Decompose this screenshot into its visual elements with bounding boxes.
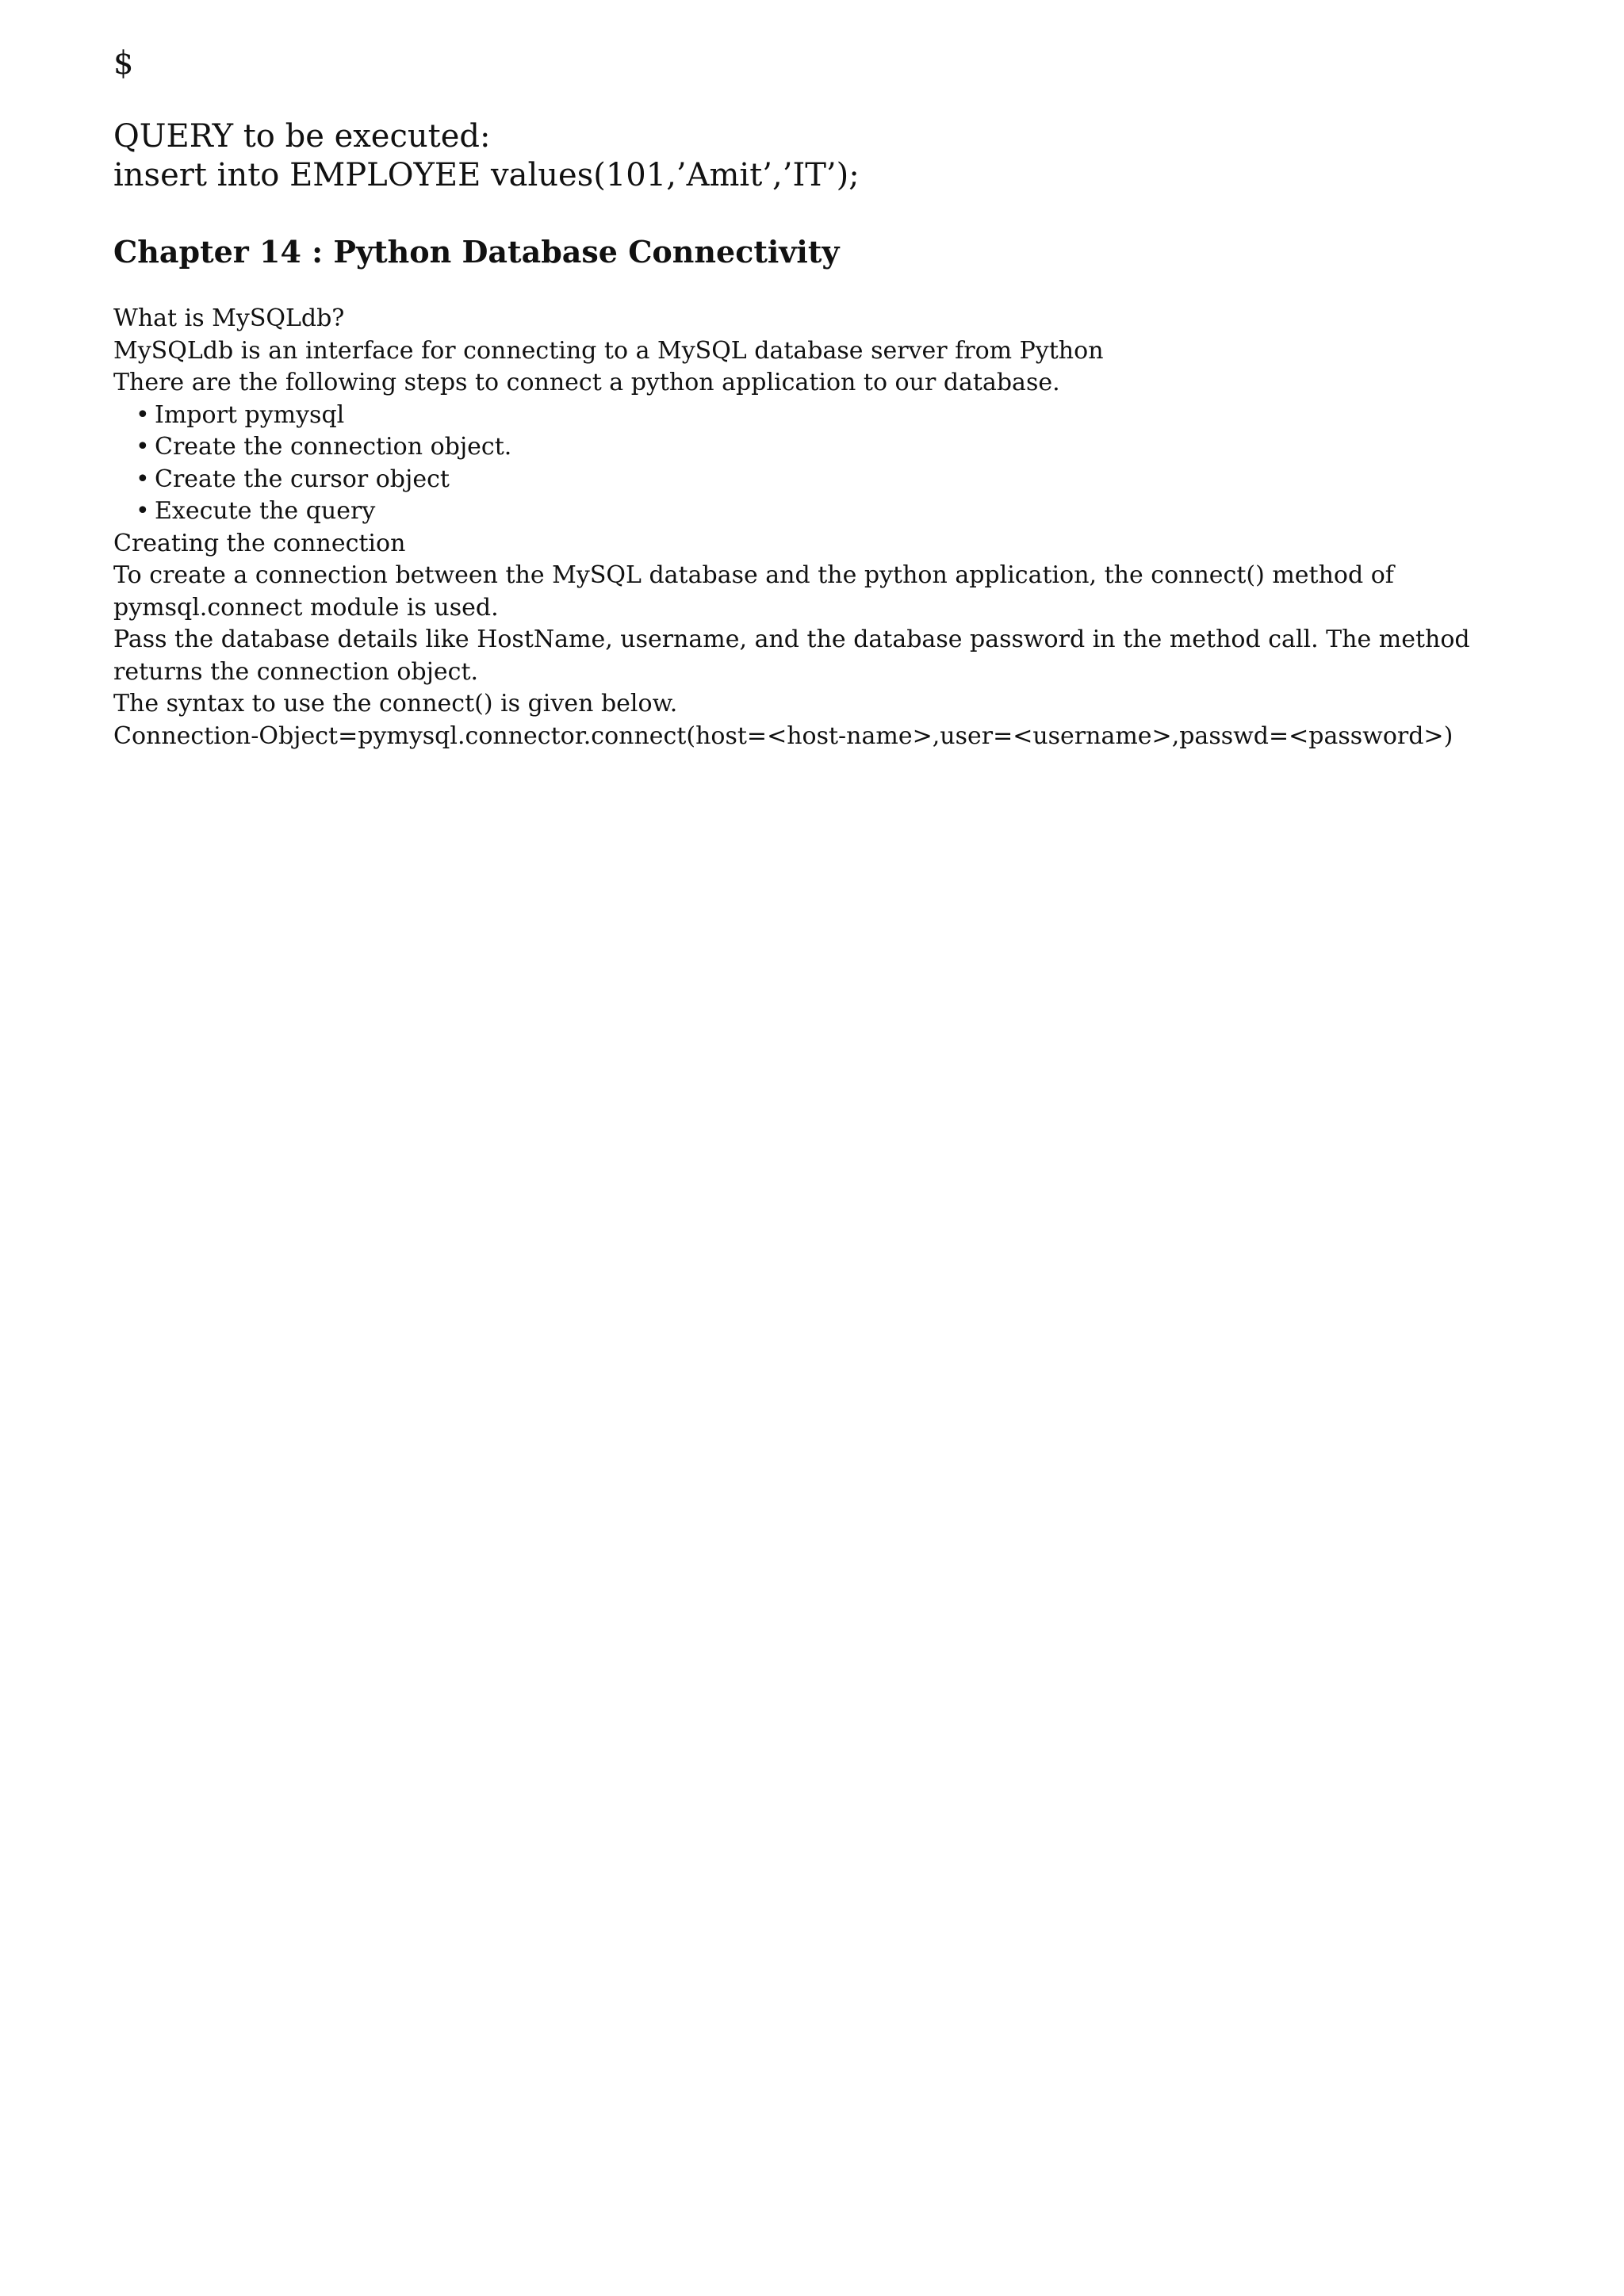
- step-text: Create the cursor object: [155, 465, 450, 493]
- steps-intro: There are the following steps to connect a python application to our database.: [113, 369, 1060, 396]
- chapter-title: Chapter 14 : Python Database Connectivity: [113, 234, 840, 270]
- bullet-icon: •: [136, 433, 150, 461]
- connection-heading: Creating the connection: [113, 529, 406, 557]
- chapter-body: [113, 303, 1541, 752]
- query-statement: insert into EMPLOYEE values(101,’Amit’,’IT’);: [113, 157, 860, 193]
- step-text: Create the connection object.: [155, 433, 512, 461]
- intro-question: What is MySQLdb?: [113, 304, 345, 332]
- query-heading: QUERY to be executed:: [113, 118, 491, 155]
- connection-paragraph-1: To create a connection between the MySQL database and the python application, the connect() method of pymsql.connect module is used.: [113, 561, 1394, 622]
- bullet-icon: •: [136, 400, 150, 429]
- intro-definition: MySQLdb is an interface for connecting to a MySQL database server from Python: [113, 336, 1104, 365]
- bullet-icon: •: [136, 465, 150, 493]
- bullet-icon: •: [136, 497, 150, 525]
- list-item: [136, 496, 1541, 528]
- list-item: [136, 400, 1541, 432]
- top-symbol: $: [113, 45, 134, 82]
- syntax-intro: The syntax to use the connect() is given below.: [113, 690, 678, 718]
- query-block: [113, 117, 1541, 195]
- step-text: Execute the query: [155, 497, 376, 525]
- step-text: Import pymysql: [155, 400, 345, 429]
- list-item: [136, 431, 1541, 464]
- list-item: [136, 464, 1541, 496]
- steps-list: [113, 400, 1541, 528]
- syntax-line: Connection-Object=pymysql.connector.connect(host=<host-name>,user=<username>,passwd=<password>): [113, 721, 1454, 750]
- document-page: [113, 40, 1541, 752]
- connection-paragraph-2: Pass the database details like HostName, username, and the database password in the method call. The method returns the connection object.: [113, 626, 1470, 686]
